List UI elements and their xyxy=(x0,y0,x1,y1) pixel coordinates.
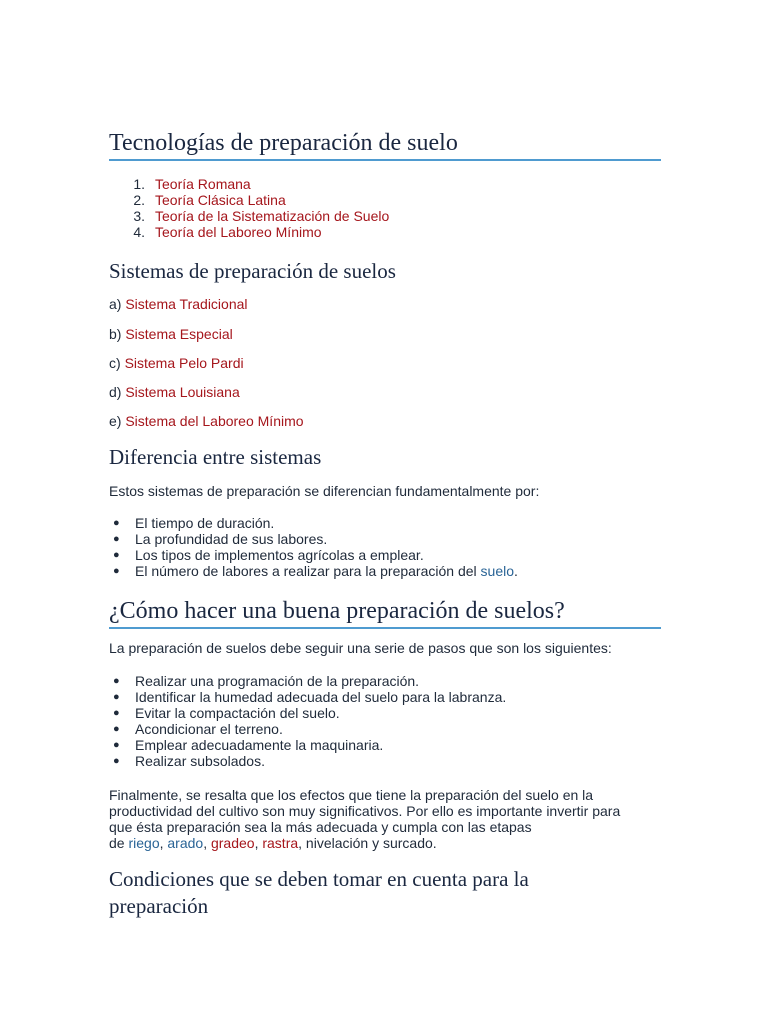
bullet-icon: ● xyxy=(113,675,120,687)
pasos-list xyxy=(109,673,669,771)
link-arado[interactable]: arado xyxy=(167,835,204,851)
list-item xyxy=(109,753,669,769)
bullet-text: Realizar una programación de la preparación. xyxy=(135,673,420,689)
bullet-icon: ● xyxy=(113,739,120,751)
list-item xyxy=(109,737,669,753)
bullet-icon: ● xyxy=(113,691,120,703)
list-number: 4. xyxy=(133,224,145,240)
bullet-icon: ● xyxy=(113,549,120,561)
sistema-prefix: d) xyxy=(109,384,122,400)
list-item xyxy=(109,192,509,208)
heading-tecnologias: Tecnologías de preparación de suelo xyxy=(109,128,661,161)
sistema-prefix: e) xyxy=(109,413,122,429)
link-teoria-romana[interactable]: Teoría Romana xyxy=(155,176,251,192)
list-item xyxy=(109,531,669,547)
bullet-icon: ● xyxy=(113,707,120,719)
heading-sistemas: Sistemas de preparación de suelos xyxy=(109,259,396,283)
link-suelo[interactable]: suelo xyxy=(480,563,514,579)
link-sistema-tradicional[interactable]: Sistema Tradicional xyxy=(125,296,248,312)
list-number: 3. xyxy=(133,208,145,224)
bullet-text: La profundidad de sus labores. xyxy=(135,531,328,547)
sistema-prefix: c) xyxy=(109,355,121,371)
list-item xyxy=(109,208,509,224)
comma: , xyxy=(159,835,168,851)
comma: , xyxy=(254,835,263,851)
sistema-line xyxy=(109,326,233,342)
link-sistema-especial[interactable]: Sistema Especial xyxy=(125,326,233,342)
bullet-text xyxy=(135,563,518,579)
list-item xyxy=(109,563,669,579)
heading-condiciones xyxy=(109,866,529,920)
closing-line: Finalmente, se resalta que los efectos que tiene la preparación del suelo en la xyxy=(109,787,594,803)
sistema-line xyxy=(109,355,244,371)
link-gradeo[interactable]: gradeo xyxy=(210,835,255,851)
bullet-text-prefix: El número de labores a realizar para la preparación del xyxy=(135,563,481,579)
list-number: 2. xyxy=(133,192,145,208)
heading-condiciones-line2: preparación xyxy=(109,894,209,918)
como-hacer-intro: La preparación de suelos debe seguir una serie de pasos que son los siguientes: xyxy=(109,640,612,656)
closing-de: de xyxy=(109,835,129,851)
bullet-icon: ● xyxy=(113,723,120,735)
link-riego[interactable]: riego xyxy=(128,835,160,851)
bullet-text: Realizar subsolados. xyxy=(135,753,265,769)
list-number: 1. xyxy=(133,176,145,192)
sistema-line xyxy=(109,296,248,312)
sistema-prefix: a) xyxy=(109,296,122,312)
bullet-text: Acondicionar el terreno. xyxy=(135,721,283,737)
bullet-icon: ● xyxy=(113,565,120,577)
heading-diferencia: Diferencia entre sistemas xyxy=(109,445,322,469)
link-teoria-laboreo-minimo[interactable]: Teoría del Laboreo Mínimo xyxy=(155,224,322,240)
link-teoria-sistematizacion[interactable]: Teoría de la Sistematización de Suelo xyxy=(155,208,390,224)
link-rastra[interactable]: rastra xyxy=(262,835,299,851)
list-item xyxy=(109,705,669,721)
theory-list xyxy=(109,176,509,242)
bullet-icon: ● xyxy=(113,517,120,529)
link-sistema-pelo-pardi[interactable]: Sistema Pelo Pardi xyxy=(124,355,244,371)
sistema-line xyxy=(109,413,304,429)
closing-line: productividad del cultivo son muy significativos. Por ello es importante invertir para xyxy=(109,803,621,819)
bullet-text: Evitar la compactación del suelo. xyxy=(135,705,340,721)
bullet-icon: ● xyxy=(113,755,120,767)
diferencia-list xyxy=(109,515,669,581)
list-item xyxy=(109,515,669,531)
closing-tail: , nivelación y surcado. xyxy=(298,835,437,851)
closing-line: que ésta preparación sea la más adecuada y cumpla con las etapas xyxy=(109,819,532,835)
sistema-prefix: b) xyxy=(109,326,122,342)
bullet-text: Emplear adecuadamente la maquinaria. xyxy=(135,737,384,753)
closing-line-links xyxy=(109,835,437,851)
list-item xyxy=(109,673,669,689)
list-item xyxy=(109,721,669,737)
bullet-text: Identificar la humedad adecuada del suelo para la labranza. xyxy=(135,689,507,705)
comma: , xyxy=(203,835,211,851)
heading-condiciones-line1: Condiciones que se deben tomar en cuenta para la xyxy=(109,867,529,891)
list-item xyxy=(109,689,669,705)
list-item xyxy=(109,547,669,563)
link-sistema-laboreo-minimo[interactable]: Sistema del Laboreo Mínimo xyxy=(125,413,304,429)
list-item xyxy=(109,224,509,240)
diferencia-intro: Estos sistemas de preparación se diferencian fundamentalmente por: xyxy=(109,483,540,499)
link-teoria-clasica-latina[interactable]: Teoría Clásica Latina xyxy=(155,192,286,208)
bullet-text-suffix: . xyxy=(514,563,518,579)
bullet-text: Los tipos de implementos agrícolas a emplear. xyxy=(135,547,424,563)
heading-como-hacer: ¿Cómo hacer una buena preparación de suelos? xyxy=(109,596,661,629)
link-sistema-louisiana[interactable]: Sistema Louisiana xyxy=(125,384,240,400)
bullet-text: El tiempo de duración. xyxy=(135,515,275,531)
bullet-icon: ● xyxy=(113,533,120,545)
sistema-line xyxy=(109,384,240,400)
list-item xyxy=(109,176,509,192)
